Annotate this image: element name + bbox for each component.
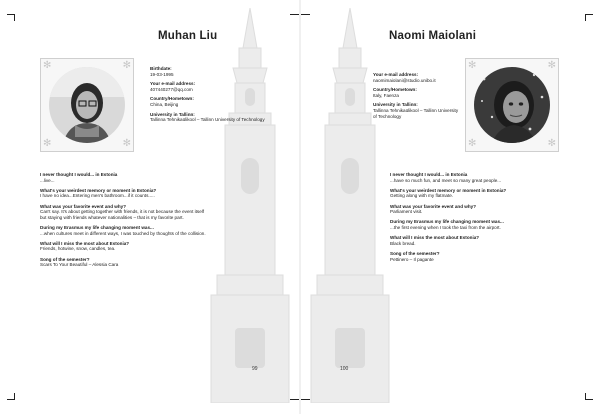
crop-mark xyxy=(14,14,15,21)
qa-item xyxy=(390,188,565,199)
qa-item xyxy=(390,204,565,215)
snowflake-icon: ✻ xyxy=(122,138,131,149)
info-value: Tallinna Tehnikaülikool – Tallinn University of Technology xyxy=(373,107,459,119)
page-title-left: Muhan Liu xyxy=(158,30,218,42)
crop-mark xyxy=(7,399,14,400)
qa-item xyxy=(390,219,565,230)
qa-item xyxy=(390,251,565,262)
snowflake-icon: ✻ xyxy=(122,60,131,71)
answer: Friends, hotwine, snow, candles, tea. xyxy=(40,246,116,252)
info-label: University in Tallinn: xyxy=(373,102,418,108)
question: During my Erasmus my life changing moment was... xyxy=(40,224,154,230)
snowflake-icon: ✻ xyxy=(468,60,477,71)
portrait-frame-right xyxy=(465,58,559,152)
info-value: Italy, Faenza xyxy=(373,92,399,98)
question: Song of the semester? xyxy=(390,250,440,256)
answer: Getting along with my flatmate. xyxy=(390,193,454,199)
crop-mark xyxy=(586,14,593,15)
answer: ...have so much fun, and meet so many great people... xyxy=(390,177,502,183)
info-label: Birthdate: xyxy=(150,66,172,71)
qa-item xyxy=(40,172,208,183)
info-value: Tallinna Tehnikaülikool – Tallinn University of Technology xyxy=(150,117,265,123)
qa-list-left xyxy=(40,172,208,272)
crop-mark xyxy=(586,399,593,400)
qa-item xyxy=(40,225,208,236)
question: What's your weirdest memory or moment in Estonia? xyxy=(390,187,507,193)
info-email xyxy=(150,81,285,92)
question: What will I miss the most about Estonia? xyxy=(40,240,130,246)
info-value: China, Beijing xyxy=(150,101,179,107)
crop-mark xyxy=(14,393,15,400)
snowflake-icon: ✻ xyxy=(547,138,556,149)
question: What will I miss the most about Estonia? xyxy=(390,235,480,241)
qa-list-right xyxy=(390,172,565,267)
question: What was your favorite event and why? xyxy=(390,203,477,209)
answer: ...the first evening when I took the taxi from the airport. xyxy=(390,224,501,230)
question: What was your favorite event and why? xyxy=(40,203,127,209)
question: During my Erasmus my life changing moment was... xyxy=(390,219,504,225)
info-email xyxy=(373,72,463,83)
snowflake-icon: ✻ xyxy=(547,60,556,71)
page-number-right: 100 xyxy=(340,366,349,372)
info-value: naomimaiolani@studio.unibo.it xyxy=(373,77,436,83)
qa-item xyxy=(40,204,208,221)
page-number-left: 99 xyxy=(252,366,258,372)
answer: Scars To Your Beautiful – Alessia Cara xyxy=(40,262,119,268)
info-country xyxy=(150,96,285,107)
question: I never thought I would... in Estonia xyxy=(390,172,468,177)
question: I never thought I would... in Estonia xyxy=(40,172,118,177)
answer: ...live... xyxy=(40,177,55,183)
question: Song of the semester? xyxy=(40,256,90,262)
info-label: Your e-mail address: xyxy=(373,72,419,77)
info-label: University in Tallinn: xyxy=(150,111,195,117)
info-country xyxy=(373,87,463,98)
info-label: Country/Hometown: xyxy=(150,96,194,102)
crop-mark xyxy=(585,14,586,21)
portrait-photo-right xyxy=(474,67,550,143)
answer: Pettinero – Il pagante xyxy=(390,256,434,262)
info-value: 407440277@qq.com xyxy=(150,86,193,92)
question: What's your weirdest memory or moment in Estonia? xyxy=(40,187,157,193)
info-university xyxy=(373,102,463,119)
portrait-frame-left xyxy=(40,58,134,152)
answer: Black bread. xyxy=(390,240,416,246)
answer: I have no idea...Entering men's bathroom...if it counts..... xyxy=(40,193,155,199)
tower-watermark-right xyxy=(305,8,395,403)
portrait-photo-left xyxy=(49,67,125,143)
qa-item xyxy=(390,172,565,183)
crop-mark xyxy=(7,14,14,15)
info-label: Your e-mail address: xyxy=(150,81,196,87)
profile-info-left xyxy=(150,66,285,127)
qa-item xyxy=(390,235,565,246)
profile-info-right xyxy=(373,72,463,123)
info-value: 19-03-1995 xyxy=(150,71,174,77)
info-university xyxy=(150,112,285,123)
answer: Parliament visit. xyxy=(390,209,423,215)
page-gutter xyxy=(299,0,301,414)
page-title-right: Naomi Maiolani xyxy=(389,30,477,42)
qa-item xyxy=(40,241,208,252)
qa-item xyxy=(40,257,208,268)
snowflake-icon: ✻ xyxy=(43,138,52,149)
qa-item xyxy=(40,188,208,199)
answer: ...when cultures meet in different ways, I was touched by thoughts of the collision. xyxy=(40,230,206,236)
snowflake-icon: ✻ xyxy=(43,60,52,71)
info-label: Country/Hometown: xyxy=(373,87,417,93)
snowflake-icon: ✻ xyxy=(468,138,477,149)
answer: Can't say. It's about getting together with friends, it is not because the event itself but staying with friends whatever nationalities – that is my favorite part. xyxy=(40,209,205,220)
info-birthdate xyxy=(150,66,285,77)
